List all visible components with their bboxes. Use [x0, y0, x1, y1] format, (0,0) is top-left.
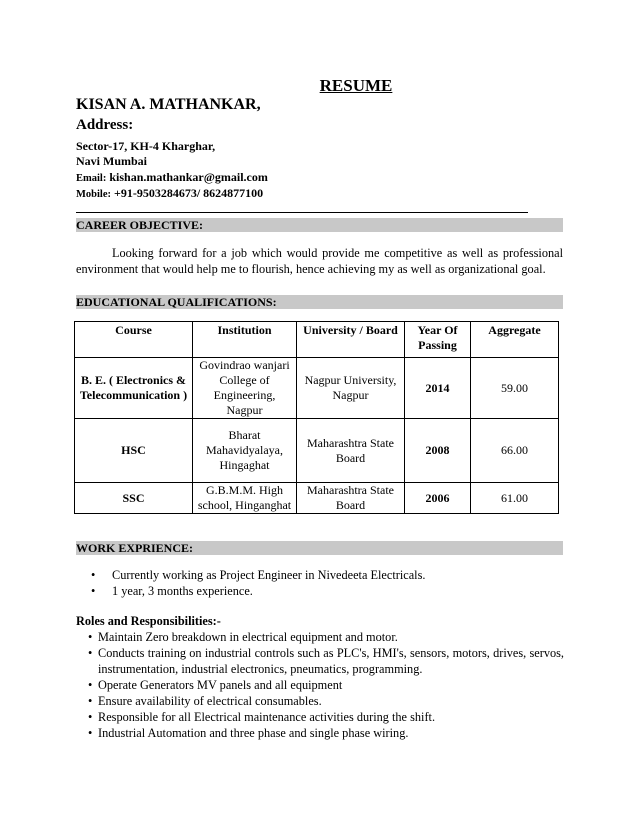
career-objective-text: Looking forward for a job which would provide me competitive as well as professional environment that would help me to flourish, hence achieving my as well as organizational goal.: [76, 246, 563, 276]
cell-course: B. E. ( Electronics & Telecommunication ): [75, 358, 193, 419]
cell-university: Maharashtra State Board: [297, 483, 405, 514]
list-item: • Ensure availability of electrical consumables.: [76, 693, 564, 709]
career-objective-heading: CAREER OBJECTIVE:: [76, 218, 563, 232]
mobile-value: +91-9503284673/ 8624877100: [114, 186, 264, 200]
header-institution: Institution: [193, 322, 297, 358]
cell-aggregate: 66.00: [471, 419, 559, 483]
roles-list: [76, 629, 564, 741]
header-university: University / Board: [297, 322, 405, 358]
work-experience-heading: WORK EXPRIENCE:: [76, 541, 563, 555]
header-course: Course: [75, 322, 193, 358]
cell-institution: Govindrao wanjari College of Engineering, Nagpur: [193, 358, 297, 419]
cell-course: HSC: [75, 419, 193, 483]
address-heading: Address:: [76, 117, 134, 133]
address-line-1: Sector-17, KH-4 Kharghar,: [76, 139, 216, 153]
header-divider: [76, 212, 528, 213]
work-experience-list: [76, 567, 425, 599]
candidate-name: KISAN A. MATHANKAR,: [76, 96, 261, 113]
list-item: • Responsible for all Electrical maintenance activities during the shift.: [76, 709, 564, 725]
mobile-label: Mobile:: [76, 189, 111, 200]
cell-aggregate: 59.00: [471, 358, 559, 419]
email-value: kishan.mathankar@gmail.com: [109, 170, 268, 184]
cell-year: 2006: [405, 483, 471, 514]
header-aggregate: Aggregate: [471, 322, 559, 358]
list-item: • Operate Generators MV panels and all equipment: [76, 677, 564, 693]
cell-institution: G.B.M.M. High school, Hinganghat: [193, 483, 297, 514]
list-item: • Currently working as Project Engineer in Nivedeeta Electricals.: [76, 567, 425, 583]
resume-title: RESUME: [319, 76, 393, 95]
table-row: [75, 358, 559, 419]
header-year: Year Of Passing: [405, 322, 471, 358]
education-heading: EDUCATIONAL QUALIFICATIONS:: [76, 295, 563, 309]
cell-year: 2008: [405, 419, 471, 483]
table-row: [75, 483, 559, 514]
cell-institution: Bharat Mahavidyalaya, Hingaghat: [193, 419, 297, 483]
roles-heading: Roles and Responsibilities:-: [76, 614, 221, 628]
list-item: • Industrial Automation and three phase and single phase wiring.: [76, 725, 564, 741]
list-item: • Conducts training on industrial controls such as PLC's, HMI's, sensors, motors, drives, servos, instrumentation, industrial electronics, pneumatics, programming.: [76, 645, 564, 677]
email-label: Email:: [76, 173, 107, 184]
cell-course: SSC: [75, 483, 193, 514]
cell-year: 2014: [405, 358, 471, 419]
email-line: [76, 170, 268, 185]
list-item: • 1 year, 3 months experience.: [76, 583, 425, 599]
mobile-line: [76, 186, 263, 201]
address-line-2: Navi Mumbai: [76, 154, 148, 168]
cell-aggregate: 61.00: [471, 483, 559, 514]
education-table: [74, 321, 559, 514]
table-row: [75, 419, 559, 483]
table-header-row: [75, 322, 559, 358]
list-item: • Maintain Zero breakdown in electrical equipment and motor.: [76, 629, 564, 645]
cell-university: Maharashtra State Board: [297, 419, 405, 483]
cell-university: Nagpur University, Nagpur: [297, 358, 405, 419]
